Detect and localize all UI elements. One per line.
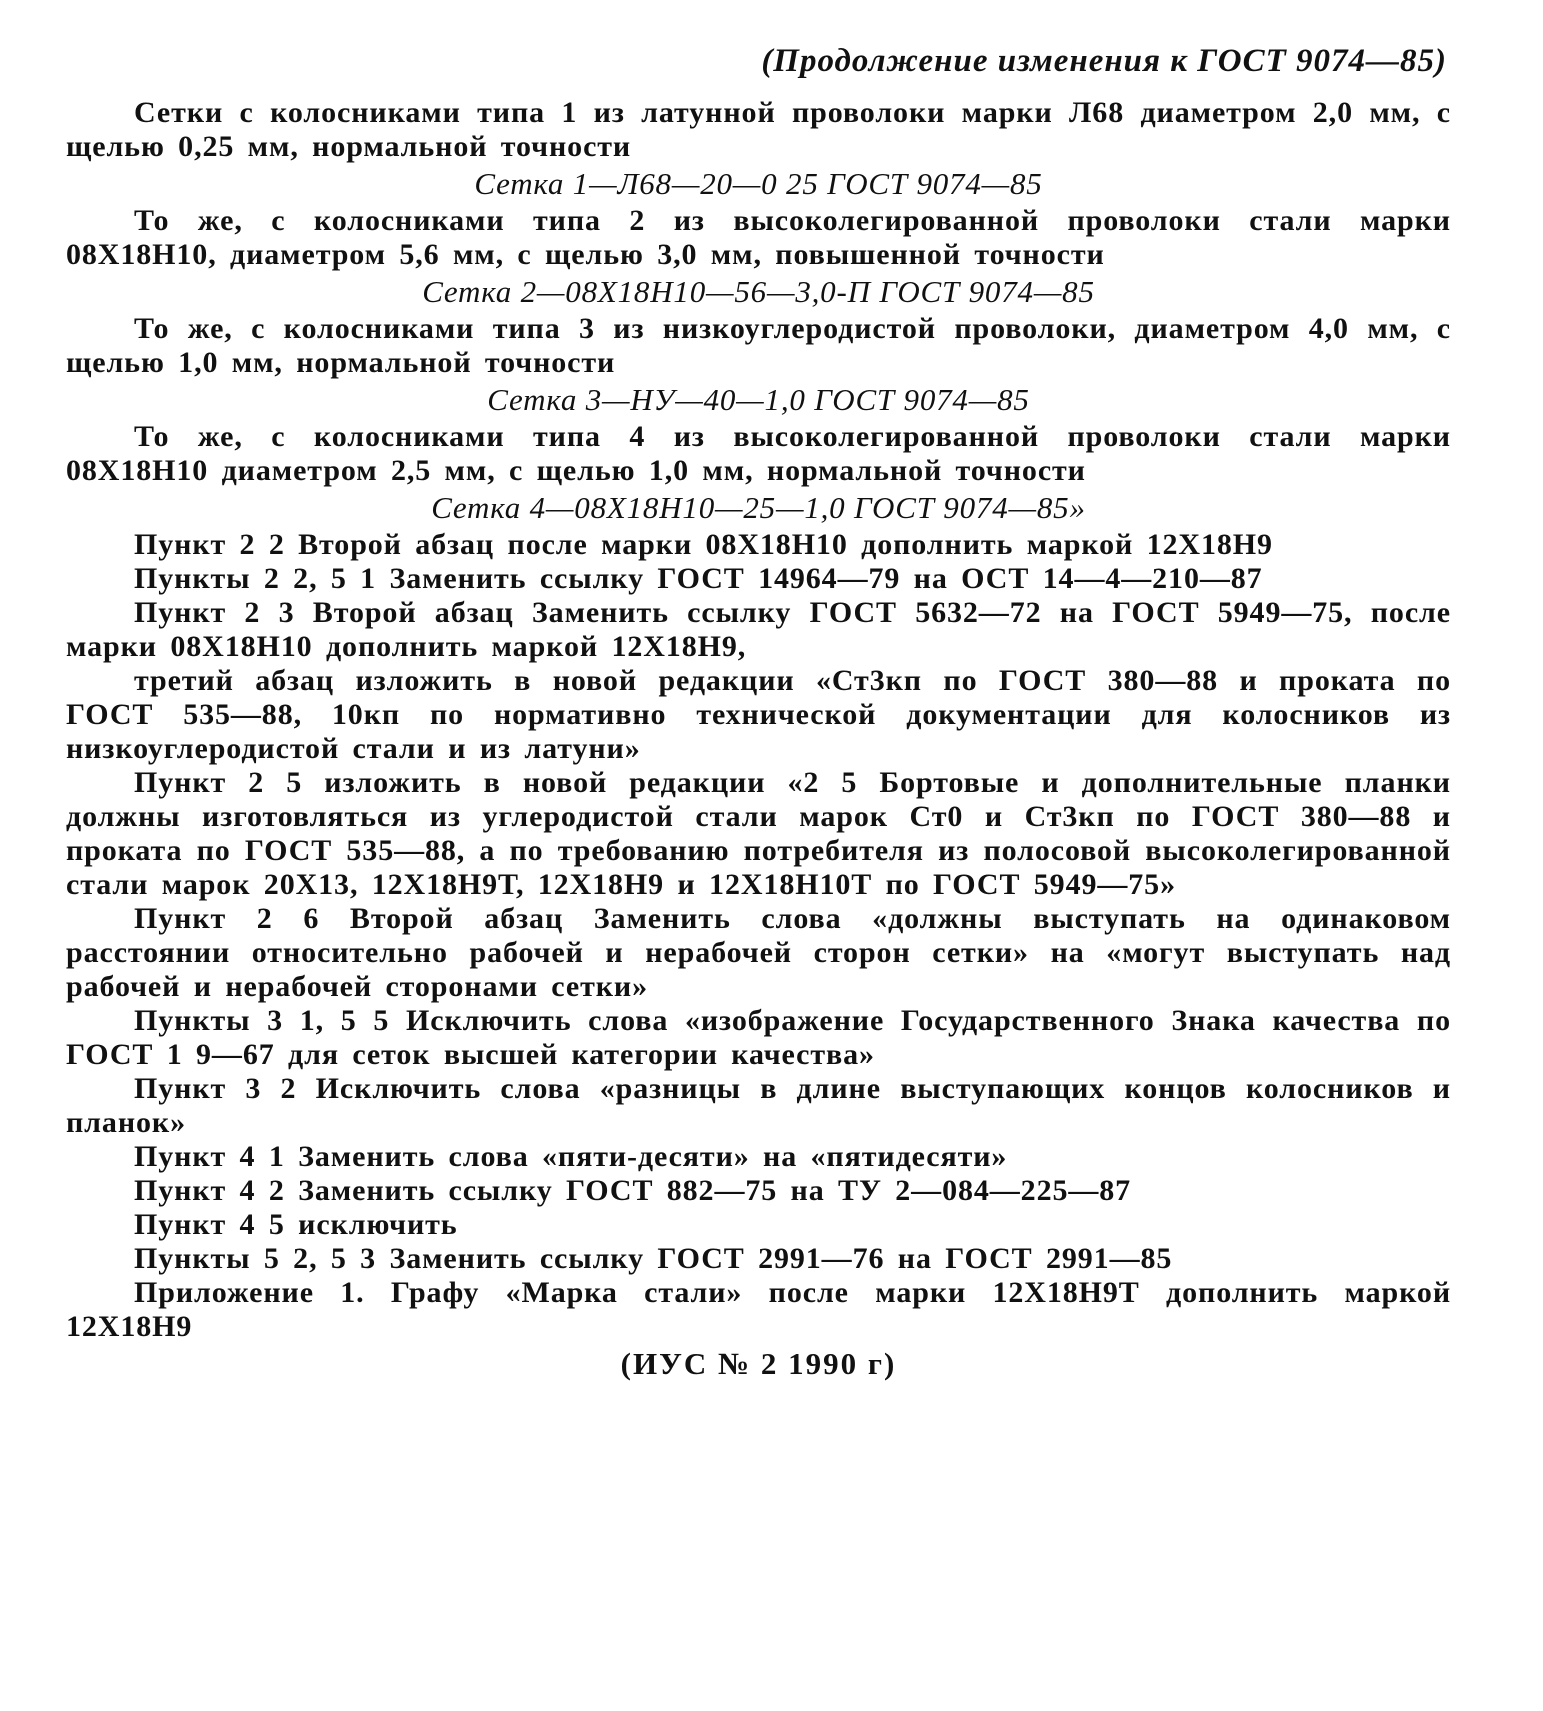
continuation-header: (Продолжение изменения к ГОСТ 9074—85) bbox=[761, 43, 1447, 79]
amendment-clause-2-5: Пункт 2 5 изложить в новой редакции «2 5 Бортовые и дополнительные планки должны изготовляться из углеродистой стали марок Ст0 и Ст3кп по ГОСТ 380—88 и проката по ГОСТ 535—88, а по требованию потребителя из полосовой высоколегированной стали марок 20Х13, 12Х18Н9Т, 12Х18Н9 и 12Х18Н10Т по ГОСТ 5949—75» bbox=[66, 766, 1451, 901]
designation-example-4: Сетка 4—08Х18Н10—25—1,0 ГОСТ 9074—85» bbox=[431, 490, 1086, 525]
amendment-clause-2-2: Пункт 2 2 Второй абзац после марки 08Х18Н10 дополнить маркой 12Х18Н9 bbox=[134, 528, 1273, 561]
document-page bbox=[66, 40, 1451, 1384]
paragraph-grid-type-3: То же, с колосниками типа 3 из низкоуглеродистой проволоки, диаметром 4,0 мм, с щелью 1,0 мм, нормальной точности bbox=[66, 312, 1451, 379]
amendment-clause-3-2: Пункт 3 2 Исключить слова «разницы в длине выступающих концов колосников и планок» bbox=[66, 1072, 1451, 1139]
paragraph-grid-type-1: Сетки с колосниками типа 1 из латунной проволоки марки Л68 диаметром 2,0 мм, с щелью 0,25 мм, нормальной точности bbox=[66, 96, 1451, 163]
designation-example-2: Сетка 2—08Х18Н10—56—3,0-П ГОСТ 9074—85 bbox=[422, 274, 1095, 309]
amendment-appendix-1: Приложение 1. Графу «Марка стали» после марки 12Х18Н9Т дополнить маркой 12Х18Н9 bbox=[66, 1276, 1451, 1343]
amendment-clause-4-2: Пункт 4 2 Заменить ссылку ГОСТ 882—75 на ТУ 2—084—225—87 bbox=[134, 1174, 1132, 1207]
amendment-clauses-3-1-5-5: Пункты 3 1, 5 5 Исключить слова «изображение Государственного Знака качества по ГОСТ 1 9—67 для сеток высшей категории качества» bbox=[66, 1004, 1451, 1071]
amendment-clause-4-5: Пункт 4 5 исключить bbox=[134, 1208, 458, 1241]
amendment-clause-2-3: Пункт 2 3 Второй абзац Заменить ссылку ГОСТ 5632—72 на ГОСТ 5949—75, после марки 08Х18Н10 дополнить маркой 12Х18Н9, bbox=[66, 596, 1451, 663]
amendment-clauses-5-2-5-3: Пункты 5 2, 5 3 Заменить ссылку ГОСТ 2991—76 на ГОСТ 2991—85 bbox=[134, 1242, 1173, 1275]
amendment-clause-4-1: Пункт 4 1 Заменить слова «пяти-десяти» на «пятидесяти» bbox=[134, 1140, 1008, 1173]
amendment-clauses-2-2-5-1: Пункты 2 2, 5 1 Заменить ссылку ГОСТ 14964—79 на ОСТ 14—4—210—87 bbox=[134, 562, 1263, 595]
designation-example-1: Сетка 1—Л68—20—0 25 ГОСТ 9074—85 bbox=[474, 166, 1043, 201]
amendment-clause-2-6: Пункт 2 6 Второй абзац Заменить слова «должны выступать на одинаковом расстоянии относительно рабочей и нерабочей сторон сетки» на «могут выступать над рабочей и нерабочей сторонами сетки» bbox=[66, 902, 1451, 1003]
amendment-clause-2-3-third-paragraph: третий абзац изложить в новой редакции «Ст3кп по ГОСТ 380—88 и проката по ГОСТ 535—88, 10кп по нормативно технической документации для колосников из низкоуглеродистой стали и из латуни» bbox=[66, 664, 1451, 765]
paragraph-grid-type-4: То же, с колосниками типа 4 из высоколегированной проволоки стали марки 08Х18Н10 диаметром 2,5 мм, с щелью 1,0 мм, нормальной точности bbox=[66, 420, 1451, 487]
paragraph-grid-type-2: То же, с колосниками типа 2 из высоколегированной проволоки стали марки 08Х18Н10, диаметром 5,6 мм, с щелью 3,0 мм, повышенной точности bbox=[66, 204, 1451, 271]
publication-reference: (ИУС № 2 1990 г) bbox=[620, 1346, 897, 1381]
designation-example-3: Сетка 3—НУ—40—1,0 ГОСТ 9074—85 bbox=[487, 382, 1030, 417]
